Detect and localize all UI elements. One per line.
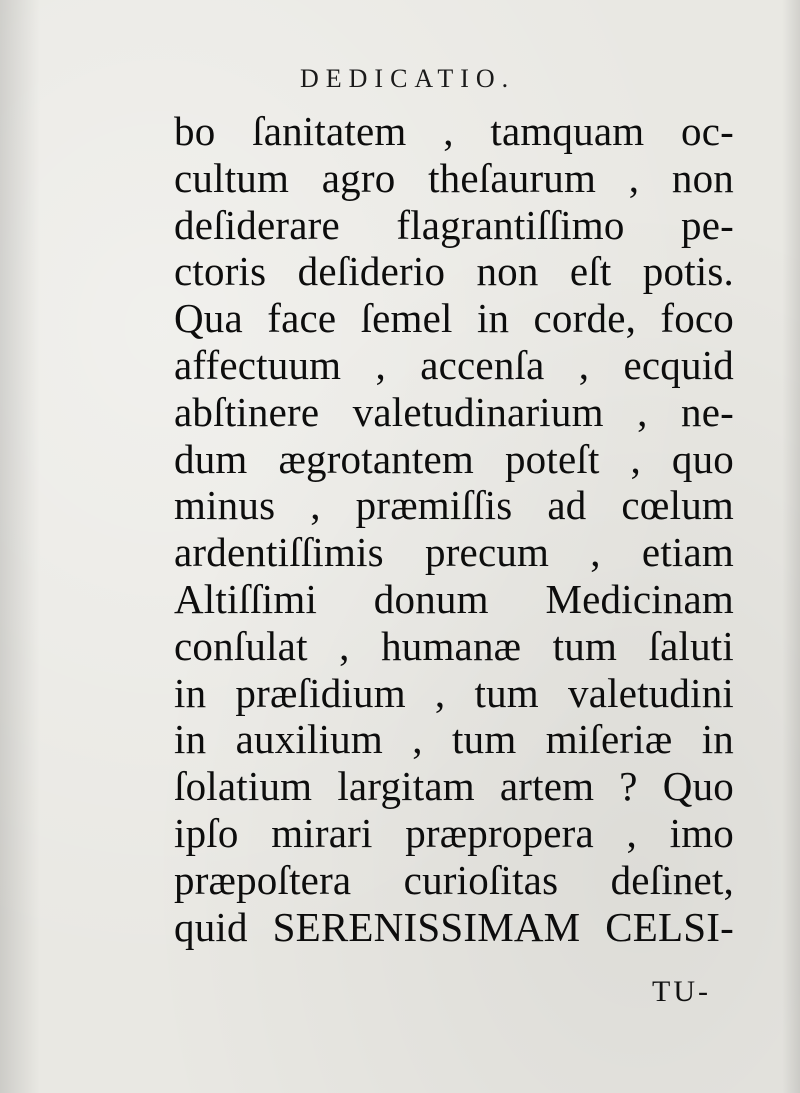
- text-line: Altiſſimi donum Medicinam: [174, 575, 734, 622]
- text-line: dum ægrotantem poteſt , quo: [174, 435, 734, 482]
- page-edge-shadow: [782, 0, 800, 1093]
- text-line: bo ſanitatem , tamquam oc-: [174, 108, 734, 154]
- text-line: in auxilium , tum miſeriæ in: [174, 716, 734, 763]
- text-line: præpoſtera curioſitas deſinet,: [174, 856, 734, 903]
- text-line: minus , præmiſſis ad cœlum: [174, 482, 734, 529]
- gutter-shadow: [0, 0, 40, 1093]
- text-line: deſiderare flagrantiſſimo pe-: [174, 201, 734, 248]
- text-line: abſtinere valetudinarium , ne-: [174, 388, 734, 435]
- text-line: conſulat , humanæ tum ſaluti: [174, 622, 734, 669]
- text-line: quid SERENISSIMAM CELSI-: [174, 903, 734, 950]
- text-line: ardentiſſimis precum , etiam: [174, 529, 734, 576]
- text-line: ipſo mirari præpropera , imo: [174, 809, 734, 856]
- running-head: DEDICATIO.: [300, 64, 516, 93]
- text-line: affectuum , accenſa , ecquid: [174, 341, 734, 388]
- text-line: Qua face ſemel in corde, foco: [174, 295, 734, 342]
- text-block: [174, 108, 734, 950]
- text-line: ſolatium largitam artem ? Quo: [174, 763, 734, 810]
- text-line: cultum agro theſaurum , non: [174, 154, 734, 201]
- text-line: ctoris deſiderio non eſt potis.: [174, 248, 734, 295]
- catchword: TU-: [652, 975, 711, 1008]
- text-line: in præſidium , tum valetudini: [174, 669, 734, 716]
